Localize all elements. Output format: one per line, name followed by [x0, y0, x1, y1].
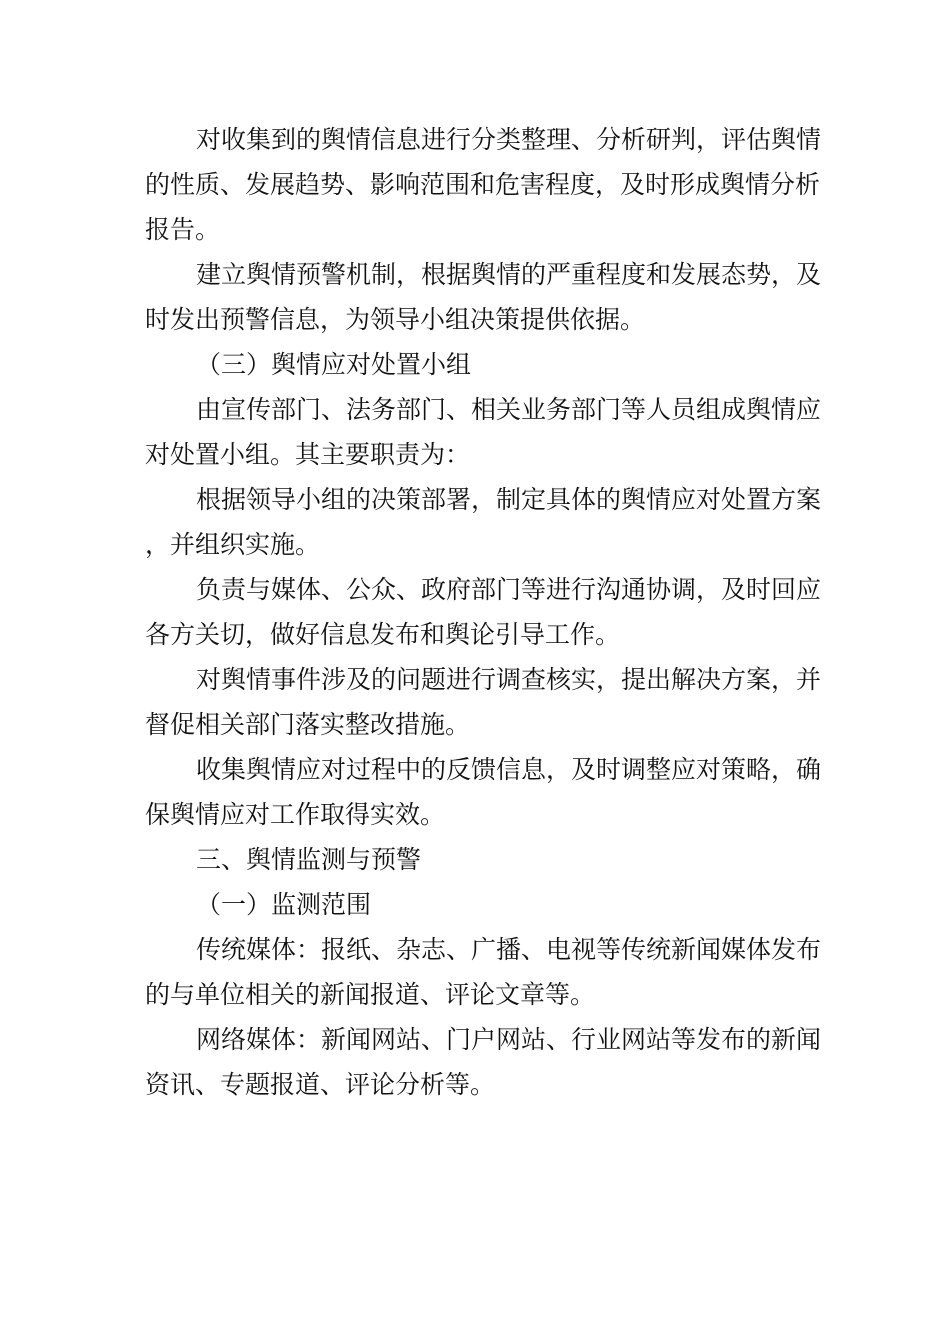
paragraph-duty-feedback: 收集舆情应对过程中的反馈信息，及时调整应对策略，确保舆情应对工作取得实效。: [145, 755, 822, 829]
section-heading-response-team: （三）舆情应对处置小组: [196, 350, 472, 379]
paragraph-analysis-report: 对收集到的舆情信息进行分类整理、分析研判，评估舆情的性质、发展趋势、影响范围和危害程度，及时形成舆情分析报告。: [145, 125, 822, 244]
paragraph-team-composition: 由宣传部门、法务部门、相关业务部门等人员组成舆情应对处置小组。其主要职责为：: [145, 395, 822, 469]
document-body: [145, 117, 825, 1107]
paragraph-duty-communication: 负责与媒体、公众、政府部门等进行沟通协调，及时回应各方关切，做好信息发布和舆论引导工作。: [145, 575, 822, 649]
section-heading-monitoring: 三、舆情监测与预警: [196, 845, 422, 874]
paragraph-warning-mechanism: 建立舆情预警机制，根据舆情的严重程度和发展态势，及时发出预警信息，为领导小组决策提供依据。: [145, 260, 822, 334]
paragraph-duty-plan: 根据领导小组的决策部署，制定具体的舆情应对处置方案，并组织实施。: [145, 485, 822, 559]
paragraph-duty-investigation: 对舆情事件涉及的问题进行调查核实，提出解决方案，并督促相关部门落实整改措施。: [145, 665, 822, 739]
paragraph-online-media: 网络媒体：新闻网站、门户网站、行业网站等发布的新闻资讯、专题报道、评论分析等。: [145, 1025, 822, 1099]
section-heading-monitoring-scope: （一）监测范围: [196, 890, 372, 919]
paragraph-traditional-media: 传统媒体：报纸、杂志、广播、电视等传统新闻媒体发布的与单位相关的新闻报道、评论文章等。: [145, 935, 822, 1009]
